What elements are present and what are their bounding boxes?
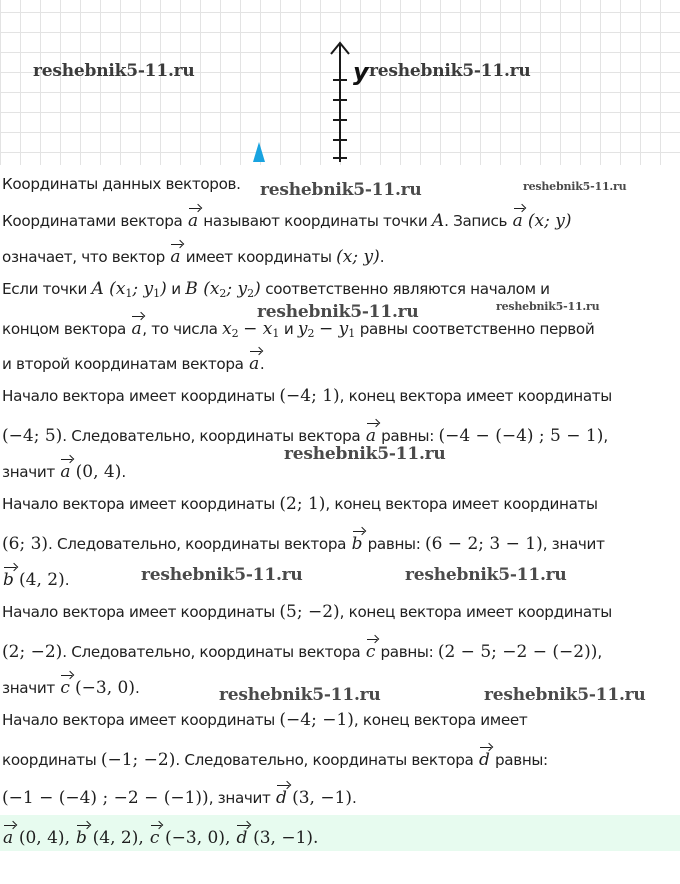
text-line: (−1 − (−4) ; −2 − (−1)), значит d (3, −1).: [2, 784, 357, 808]
vector-a: a: [60, 458, 70, 482]
vector-a: a: [366, 422, 376, 446]
text-line: Начало вектора имеет координаты (−4; 1), конец вектора имеет координаты: [2, 386, 612, 406]
vector-c: c: [150, 824, 159, 848]
vector-a: a: [3, 824, 13, 848]
watermark: reshebnik5-11.ru: [219, 685, 381, 705]
watermark: reshebnik5-11.ru: [405, 565, 567, 585]
text-line: (6; 3). Следовательно, координаты вектора b равны: (6 − 2; 3 − 1), значит: [2, 530, 605, 554]
watermark: reshebnik5-11.ru: [369, 61, 531, 81]
text-line: координаты (−1; −2). Следовательно, координаты вектора d равны:: [2, 746, 548, 770]
watermark: reshebnik5-11.ru: [33, 61, 195, 81]
answer-box: [0, 815, 680, 851]
text-line: и второй координатам вектора a.: [2, 350, 264, 374]
text-line: Начало вектора имеет координаты (−4; −1), конец вектора имеет: [2, 710, 528, 730]
vector-a: a: [188, 207, 198, 231]
text-line: Координатами вектора a называют координаты точки A. Запись a (x; y): [2, 207, 572, 231]
text-line: Координаты данных векторов.: [2, 175, 241, 193]
vector-a: a: [249, 350, 259, 374]
vector-b: b: [352, 530, 363, 554]
vector-a: a: [170, 243, 180, 267]
text-line: (2; −2). Следовательно, координаты вектора c равны: (2 − 5; −2 − (−2)),: [2, 638, 602, 662]
answer-line: a (0, 4), b (4, 2), c (−3, 0), d (3, −1).: [2, 824, 318, 848]
watermark: reshebnik5-11.ru: [260, 180, 422, 200]
blue-marker-icon: [253, 142, 265, 162]
watermark: reshebnik5-11.ru: [523, 180, 627, 193]
text-line: Если точки A ($x_1$; $y_1$) и B ($x_2$; $y_2$) соответственно являются началом и: [2, 279, 550, 300]
vector-a: a: [131, 315, 141, 339]
vector-c: c: [60, 674, 69, 698]
vector-c: c: [366, 638, 375, 662]
vector-d: d: [236, 824, 247, 848]
text-line: значит a (0, 4).: [2, 458, 126, 482]
text-line: Начало вектора имеет координаты (5; −2), конец вектора имеет координаты: [2, 602, 612, 622]
y-axis-label: y: [353, 58, 369, 86]
text-line: Начало вектора имеет координаты (2; 1), конец вектора имеет координаты: [2, 494, 598, 514]
vector-b: b: [76, 824, 87, 848]
text-line: b (4, 2).: [2, 566, 69, 590]
text-line: концом вектора a, то числа $x_2 - x_1$ и $y_2 - y_1$ равны соответственно первой: [2, 315, 594, 340]
watermark: reshebnik5-11.ru: [257, 302, 419, 322]
watermark: reshebnik5-11.ru: [496, 300, 600, 313]
text-line: значит c (−3, 0).: [2, 674, 139, 698]
vector-a: a: [513, 207, 523, 231]
watermark: reshebnik5-11.ru: [141, 565, 303, 585]
y-axis: [0, 0, 680, 170]
vector-d: d: [479, 746, 490, 770]
watermark: reshebnik5-11.ru: [284, 444, 446, 464]
text-line: (−4; 5). Следовательно, координаты вектора a равны: (−4 − (−4) ; 5 − 1),: [2, 422, 608, 446]
text-line: означает, что вектор a имеет координаты (x; y).: [2, 243, 384, 267]
watermark: reshebnik5-11.ru: [484, 685, 646, 705]
vector-b: b: [3, 566, 14, 590]
vector-d: d: [276, 784, 287, 808]
